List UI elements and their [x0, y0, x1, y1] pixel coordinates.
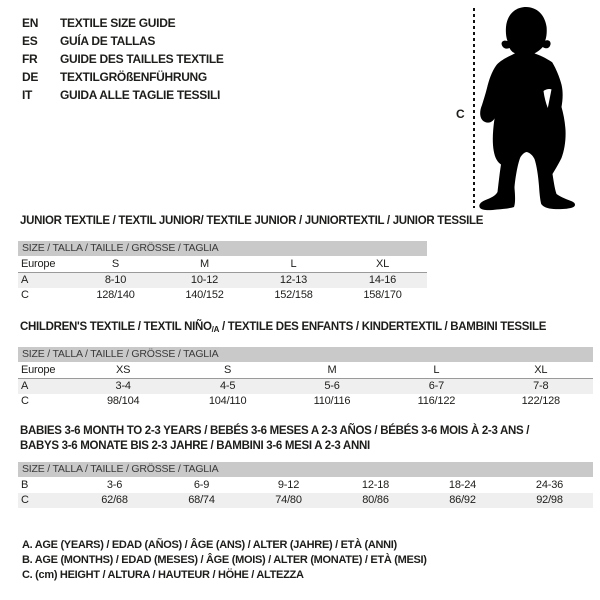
- language-label: GUIDA ALLE TAGLIE TESSILI: [60, 88, 221, 102]
- value-cell: 80/86: [362, 494, 389, 506]
- value-cell: 18-24: [448, 479, 477, 491]
- row-label: B: [21, 479, 29, 491]
- row-label: C: [21, 289, 29, 301]
- children-table-title: [20, 321, 546, 333]
- language-row-it: [22, 86, 224, 104]
- height-measure-dashed-line: [473, 8, 475, 208]
- value-cell: 104/110: [208, 395, 247, 407]
- value-cell: 116/122: [417, 395, 456, 407]
- value-cell: 3-4: [115, 380, 131, 392]
- row-label: Europe: [21, 258, 56, 270]
- value-cell: 152/158: [274, 289, 313, 301]
- junior-table: [18, 241, 427, 303]
- language-code: IT: [22, 88, 33, 102]
- value-cell: 86/92: [449, 494, 476, 506]
- toddler-silhouette-icon: [477, 4, 599, 212]
- value-cell: 158/170: [363, 289, 402, 301]
- value-cell: 110/116: [313, 395, 351, 407]
- value-cell: 10-12: [190, 274, 219, 286]
- size-cell: XS: [116, 364, 131, 376]
- value-cell: 128/140: [96, 289, 135, 301]
- value-cell: 12-13: [279, 274, 308, 286]
- value-cell: 5-6: [324, 380, 340, 392]
- size-cell: M: [327, 364, 337, 376]
- children-size-header: SIZE / TALLA / TAILLE / GRÖSSE / TAGLIA: [18, 347, 593, 362]
- children-title-pre: CHILDREN'S TEXTILE / TEXTIL NIÑO: [20, 321, 212, 333]
- value-cell: 14-16: [368, 274, 397, 286]
- language-row-fr: [22, 50, 224, 68]
- language-row-de: [22, 68, 224, 86]
- row-label: A: [21, 274, 29, 286]
- size-cell: XL: [375, 258, 390, 270]
- value-cell: 92/98: [536, 494, 563, 506]
- value-cell: 3-6: [106, 479, 123, 491]
- legend-notes: [22, 538, 427, 583]
- size-cell: S: [224, 364, 232, 376]
- size-cell: L: [290, 258, 297, 270]
- row-label: C: [21, 494, 29, 506]
- language-label: TEXTILE SIZE GUIDE: [60, 16, 176, 30]
- value-cell: 122/128: [521, 395, 560, 407]
- value-cell: 6-7: [428, 380, 445, 392]
- value-cell: 74/80: [275, 494, 302, 506]
- language-label: GUÍA DE TALLAS: [60, 34, 156, 48]
- babies-size-header: SIZE / TALLA / TAILLE / GRÖSSE / TAGLIA: [18, 462, 593, 477]
- babies-table-title: [20, 424, 529, 454]
- value-cell: 8-10: [104, 274, 127, 286]
- size-cell: XL: [534, 364, 548, 376]
- language-row-es: [22, 32, 224, 50]
- value-cell: 7-8: [533, 380, 549, 392]
- row-label: Europe: [21, 364, 56, 376]
- children-table: [18, 347, 593, 409]
- size-cell: L: [433, 364, 440, 376]
- size-cell: S: [111, 258, 120, 270]
- junior-size-header: SIZE / TALLA / TAILLE / GRÖSSE / TAGLIA: [18, 241, 427, 256]
- children-age-row: [18, 379, 593, 394]
- babies-height-row: [18, 493, 593, 508]
- junior-age-row: [18, 273, 427, 288]
- size-cell: M: [200, 258, 209, 270]
- value-cell: 9-12: [277, 479, 300, 491]
- value-cell: 12-18: [361, 479, 390, 491]
- value-cell: 62/68: [101, 494, 128, 506]
- junior-height-row: [18, 288, 427, 303]
- language-label: GUIDE DES TAILLES TEXTILE: [60, 52, 224, 66]
- children-title-post: / TEXTILE DES ENFANTS / KINDERTEXTIL / BAMBINI TESSILE: [219, 321, 547, 333]
- value-cell: 6-9: [193, 479, 210, 491]
- babies-table: [18, 462, 593, 508]
- children-region-row: [18, 363, 593, 379]
- children-height-row: [18, 394, 593, 409]
- babies-title-line1: BABIES 3-6 MONTH TO 2-3 YEARS / BEBÉS 3-6 MESES A 2-3 AÑOS / BÉBÉS 3-6 MOIS À 2-3 ANS /: [20, 425, 530, 437]
- note-c: C. (cm) HEIGHT / ALTURA / HAUTEUR / HÖHE / ALTEZZA: [22, 569, 304, 581]
- height-measure-label: C: [456, 107, 465, 121]
- row-label: A: [21, 380, 29, 392]
- value-cell: 24-36: [535, 479, 564, 491]
- junior-region-row: [18, 257, 427, 273]
- value-cell: 140/152: [185, 289, 224, 301]
- note-a: A. AGE (YEARS) / EDAD (AÑOS) / ÂGE (ANS) / ALTER (JAHRE) / ETÀ (ANNI): [22, 539, 397, 551]
- value-cell: 68/74: [188, 494, 215, 506]
- language-label: TEXTILGRÖßENFÜHRUNG: [60, 70, 207, 84]
- language-code: FR: [22, 52, 38, 66]
- language-code: ES: [22, 34, 38, 48]
- language-row-en: [22, 14, 224, 32]
- junior-table-title: JUNIOR TEXTILE / TEXTIL JUNIOR/ TEXTILE JUNIOR / JUNIORTEXTIL / JUNIOR TESSILE: [20, 215, 484, 227]
- note-b: B. AGE (MONTHS) / EDAD (MESES) / ÂGE (MOIS) / ALTER (MONATE) / ETÀ (MESI): [22, 554, 427, 566]
- value-cell: 4-5: [219, 380, 236, 392]
- babies-age-row: [18, 478, 593, 493]
- language-code: EN: [22, 16, 39, 30]
- babies-title-line2: BABYS 3-6 MONATE BIS 2-3 JAHRE / BAMBINI 3-6 MESI A 2-3 ANNI: [20, 440, 370, 452]
- children-title-sub: /A: [211, 325, 220, 334]
- row-label: C: [21, 395, 29, 407]
- value-cell: 98/104: [106, 395, 140, 407]
- language-list: [22, 14, 224, 104]
- language-code: DE: [22, 70, 39, 84]
